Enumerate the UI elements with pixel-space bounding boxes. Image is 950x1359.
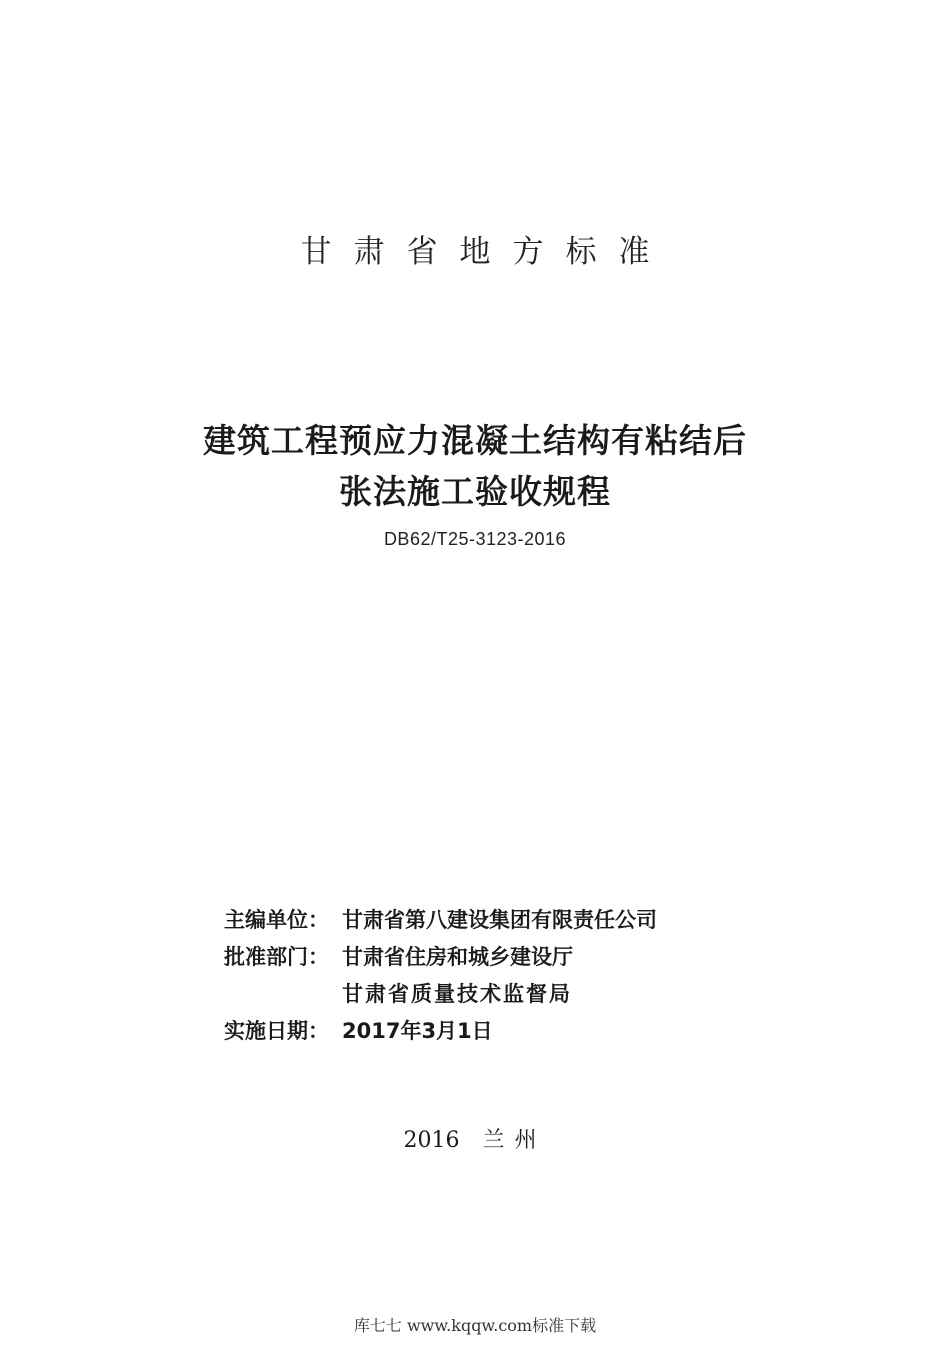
editor-value: 甘肃省第八建设集团有限责任公司 bbox=[342, 908, 657, 932]
date-value: 2017年3月1日 bbox=[342, 1019, 493, 1043]
approval-value-1: 甘肃省住房和城乡建设厅 bbox=[342, 945, 573, 969]
publication-place: 兰州 bbox=[482, 1128, 547, 1153]
document-title-line-2: 张法施工验收规程 bbox=[339, 472, 611, 511]
document-info-block bbox=[224, 902, 784, 1050]
approval-label-spacer bbox=[224, 976, 342, 1013]
approval-label: 批准部门： bbox=[224, 945, 329, 969]
publication-year: 2016 bbox=[403, 1128, 460, 1153]
date-label: 实施日期： bbox=[224, 1019, 329, 1043]
publication-line bbox=[0, 1123, 950, 1154]
standard-number: DB62/T25-3123-2016 bbox=[383, 529, 567, 549]
date-row bbox=[224, 1013, 784, 1050]
approval-value-2: 甘肃省质量技术监督局 bbox=[342, 982, 572, 1006]
approval-row-2 bbox=[224, 976, 784, 1013]
approval-row bbox=[224, 939, 784, 976]
standard-category: 甘肃省地方标准 bbox=[300, 234, 672, 270]
document-title-line-1: 建筑工程预应力混凝土结构有粘结后 bbox=[203, 421, 747, 460]
download-watermark: 库七七 www.kqqw.com标准下载 bbox=[353, 1316, 597, 1335]
editor-row bbox=[224, 902, 784, 939]
editor-label: 主编单位： bbox=[224, 908, 329, 932]
